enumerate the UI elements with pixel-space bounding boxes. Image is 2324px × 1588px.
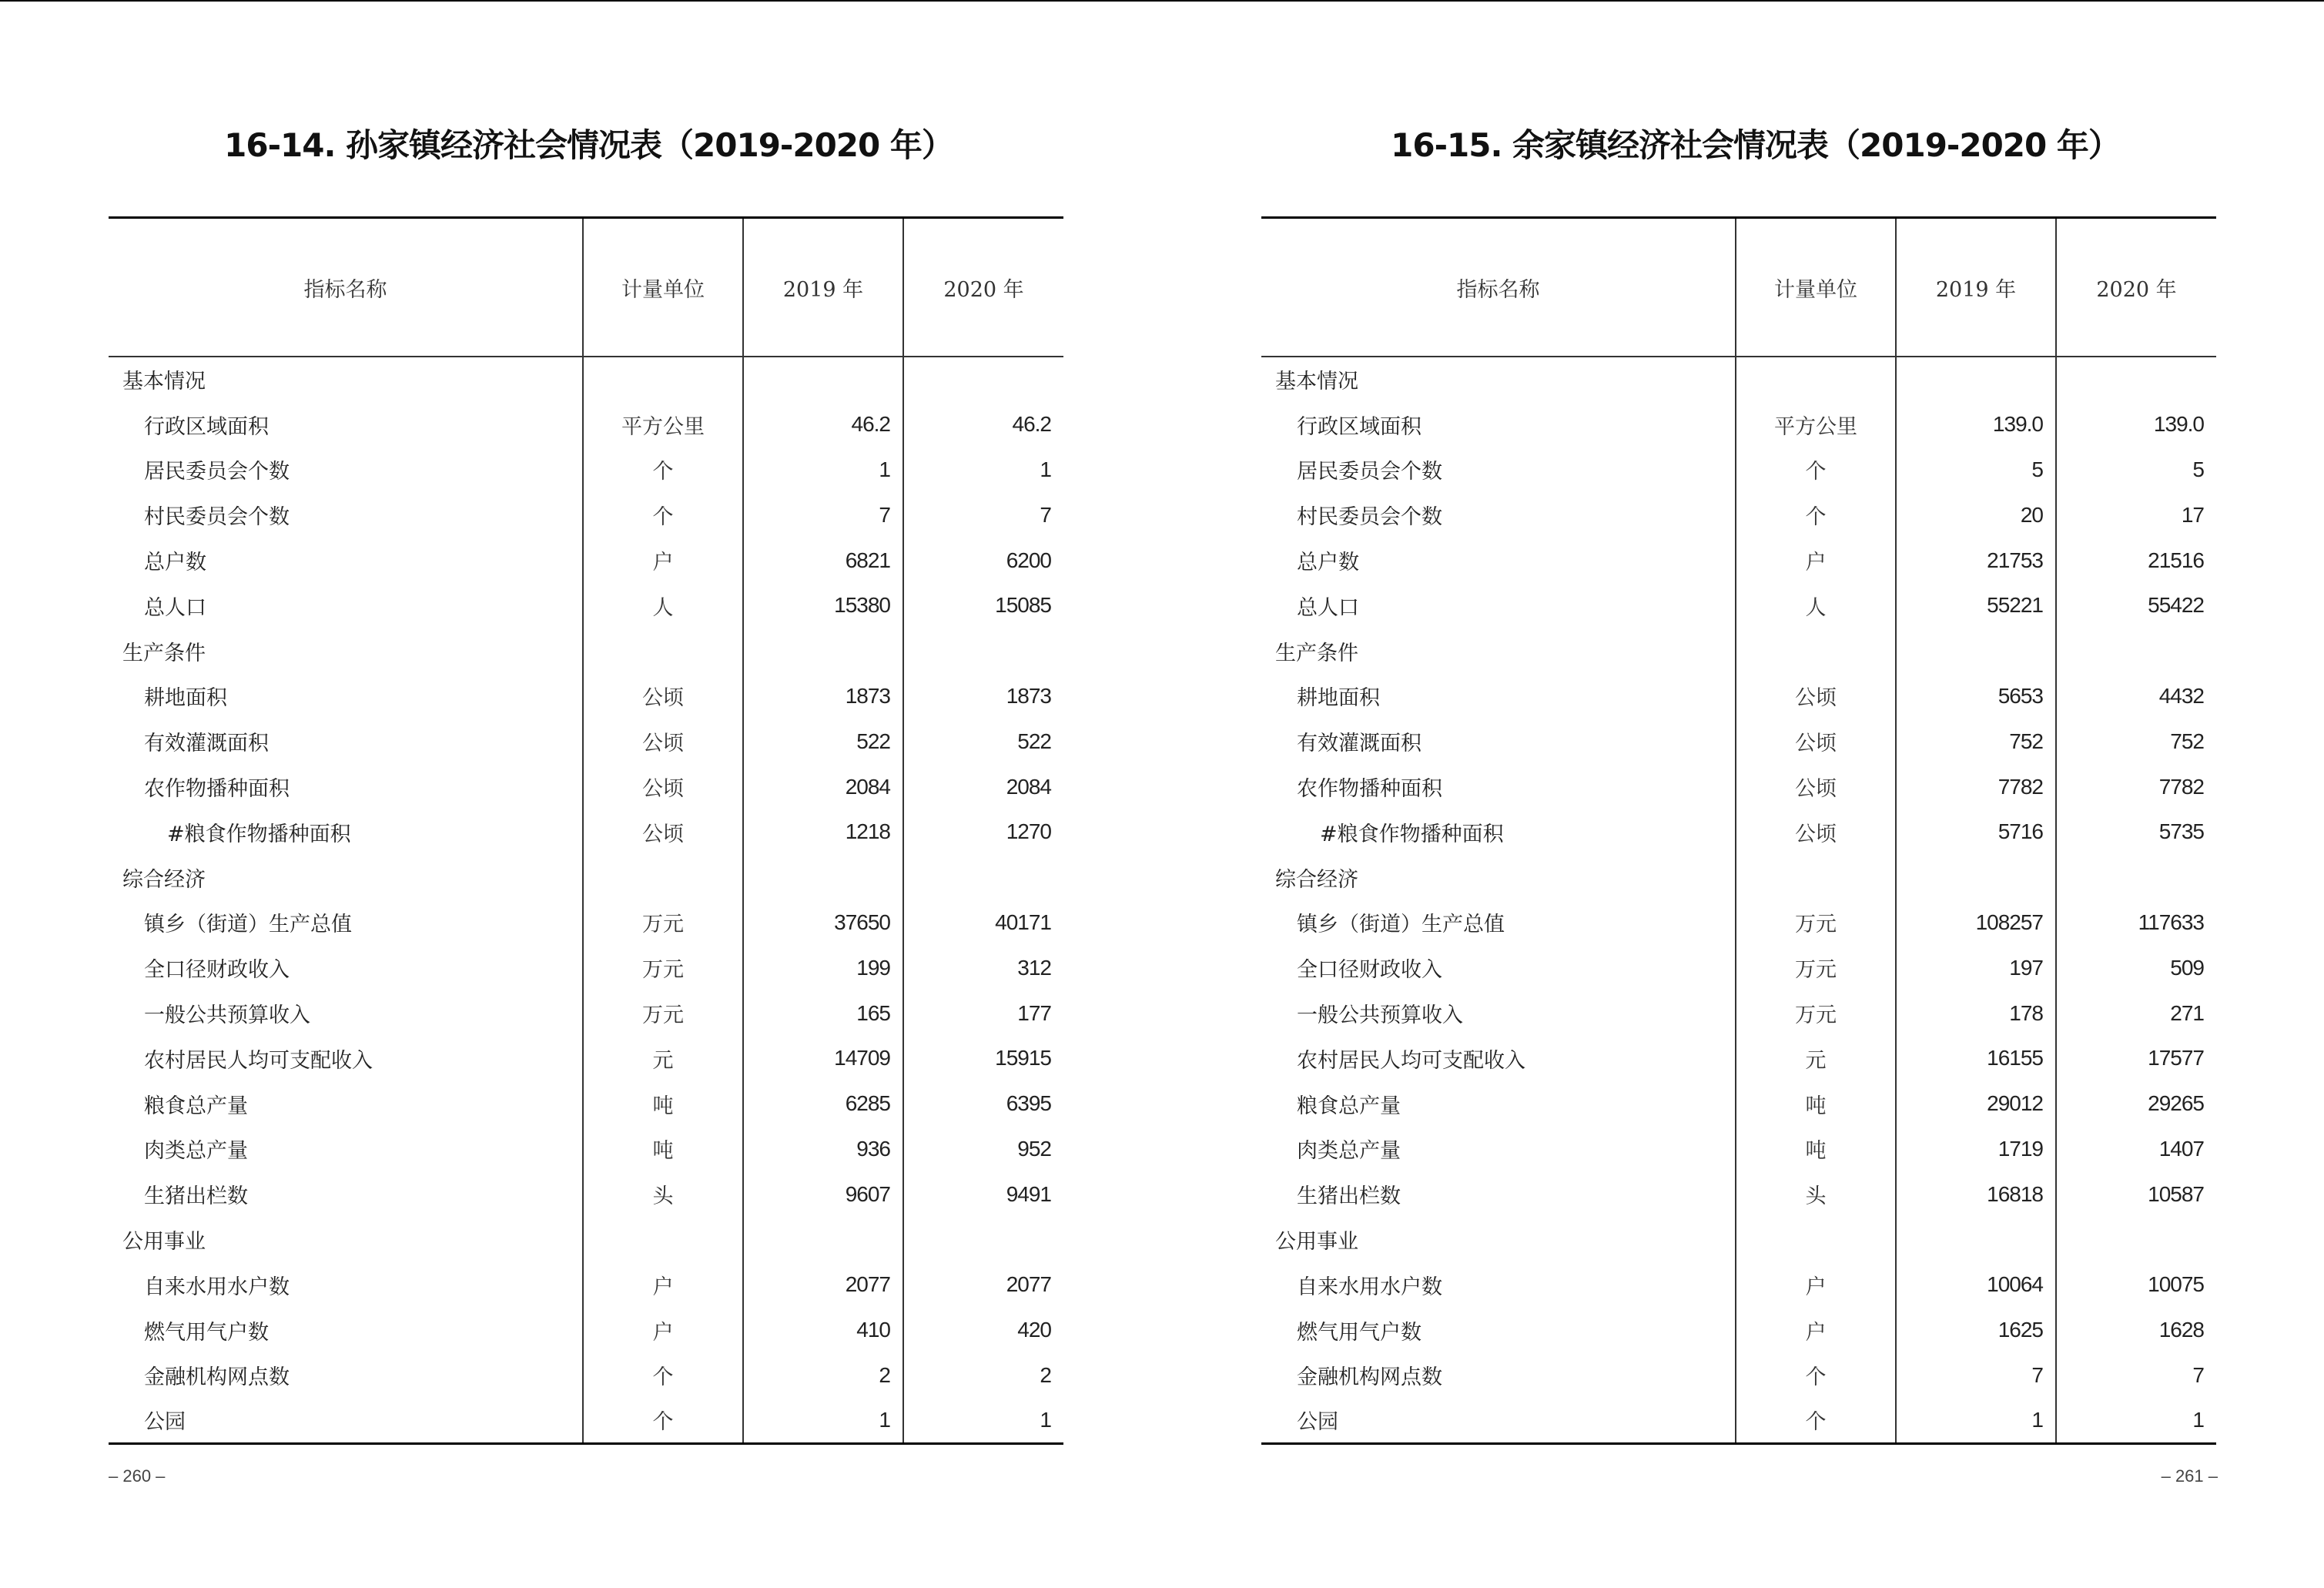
table-row — [109, 990, 1063, 1036]
value-2020: 522 — [903, 719, 1063, 764]
unit-cell: 公顷 — [1736, 674, 1896, 719]
value-2020: 117633 — [2056, 900, 2216, 946]
section-header-row — [109, 855, 1063, 900]
table-row — [109, 719, 1063, 764]
unit-cell: 人 — [583, 583, 743, 628]
value-2020: 9491 — [903, 1171, 1063, 1217]
indicator-name: 公园 — [1261, 1398, 1736, 1443]
value-2020: 5 — [2056, 447, 2216, 493]
indicator-name: 生产条件 — [122, 641, 206, 665]
unit-cell: 平方公里 — [1736, 402, 1896, 447]
table-row — [1261, 492, 2216, 538]
value-2019 — [743, 1217, 903, 1262]
table-row — [1261, 719, 2216, 764]
unit-cell — [1736, 855, 1896, 900]
value-2019: 2 — [743, 1353, 903, 1399]
unit-cell — [1736, 628, 1896, 674]
section-header-row — [1261, 357, 2216, 402]
header-unit: 计量单位 — [583, 218, 743, 357]
value-2020: 1 — [903, 1398, 1063, 1443]
indicator-name: 自来水用水户数 — [144, 1275, 290, 1299]
value-2020: 55422 — [2056, 583, 2216, 628]
value-2019: 20 — [1896, 492, 2056, 538]
indicator-name: 镇乡（街道）生产总值 — [144, 913, 352, 937]
table-row — [109, 492, 1063, 538]
value-2019 — [743, 855, 903, 900]
value-2020: 420 — [903, 1308, 1063, 1353]
indicator-name: 综合经济 — [1275, 867, 1358, 892]
value-2020: 271 — [2056, 990, 2216, 1036]
unit-cell: 公顷 — [1736, 719, 1896, 764]
table-row — [1261, 945, 2216, 990]
value-2019: 29012 — [1896, 1081, 2056, 1127]
value-2019: 46.2 — [743, 402, 903, 447]
value-2019: 1 — [743, 447, 903, 493]
unit-cell: 户 — [1736, 1262, 1896, 1308]
header-indicator: 指标名称 — [1261, 218, 1736, 357]
value-2019: 16818 — [1896, 1171, 2056, 1217]
unit-cell: 元 — [583, 1036, 743, 1081]
value-2020: 2084 — [903, 764, 1063, 809]
indicator-name: 全口径财政收入 — [1297, 958, 1442, 983]
indicator-name: 燃气用气户数 — [1297, 1320, 1422, 1345]
value-2020: 1 — [903, 447, 1063, 493]
unit-cell: 万元 — [1736, 945, 1896, 990]
unit-cell: 户 — [583, 1308, 743, 1353]
header-2020: 2020 年 — [2056, 218, 2216, 357]
value-2019: 6285 — [743, 1081, 903, 1127]
unit-cell: 平方公里 — [583, 402, 743, 447]
indicator-name: 有效灌溉面积 — [144, 732, 269, 756]
indicator-name: 农作物播种面积 — [1297, 777, 1442, 802]
unit-cell — [1736, 1217, 1896, 1262]
table-row — [109, 1308, 1063, 1353]
section-header-row — [1261, 1217, 2216, 1262]
indicator-name: 生猪出栏数 — [144, 1184, 248, 1209]
table-row — [109, 402, 1063, 447]
unit-cell: 吨 — [1736, 1127, 1896, 1172]
value-2019: 165 — [743, 990, 903, 1036]
value-2020: 509 — [2056, 945, 2216, 990]
indicator-name: 一般公共预算收入 — [144, 1003, 310, 1028]
table-row — [1261, 447, 2216, 493]
unit-cell: 元 — [1736, 1036, 1896, 1081]
value-2020: 2077 — [903, 1262, 1063, 1308]
unit-cell: 公顷 — [583, 764, 743, 809]
value-2019: 1218 — [743, 809, 903, 855]
unit-cell — [583, 855, 743, 900]
unit-cell — [583, 1217, 743, 1262]
value-2020: 6395 — [903, 1081, 1063, 1127]
unit-cell: 个 — [1736, 1398, 1896, 1443]
value-2020: 312 — [903, 945, 1063, 990]
unit-cell: 万元 — [583, 945, 743, 990]
value-2020 — [903, 1217, 1063, 1262]
value-2019: 7782 — [1896, 764, 2056, 809]
header-2019: 2019 年 — [743, 218, 903, 357]
table-row — [109, 809, 1063, 855]
indicator-name: 基本情况 — [1275, 370, 1358, 394]
value-2019: 752 — [1896, 719, 2056, 764]
indicator-name: 生猪出栏数 — [1297, 1184, 1401, 1209]
table-row — [109, 945, 1063, 990]
table-row — [109, 1398, 1063, 1443]
value-2020: 17 — [2056, 492, 2216, 538]
value-2020: 1628 — [2056, 1308, 2216, 1353]
value-2019: 197 — [1896, 945, 2056, 990]
value-2020: 752 — [2056, 719, 2216, 764]
value-2019: 1873 — [743, 674, 903, 719]
indicator-name: 金融机构网点数 — [1297, 1365, 1442, 1390]
unit-cell: 个 — [1736, 447, 1896, 493]
value-2020: 177 — [903, 990, 1063, 1036]
indicator-name: #粮食作物播种面积 — [167, 822, 351, 846]
unit-cell: 个 — [1736, 1353, 1896, 1399]
indicator-name: 农村居民人均可支配收入 — [1297, 1048, 1525, 1073]
stats-table — [1261, 216, 2216, 1445]
table-row — [109, 900, 1063, 946]
page-title: 16-14. 孙家镇经济社会情况表（2019-2020 年） — [224, 126, 953, 164]
value-2020: 6200 — [903, 538, 1063, 583]
unit-cell: 个 — [583, 447, 743, 493]
value-2020: 15915 — [903, 1036, 1063, 1081]
unit-cell: 万元 — [1736, 900, 1896, 946]
value-2019: 9607 — [743, 1171, 903, 1217]
table-row — [1261, 1398, 2216, 1443]
value-2019: 139.0 — [1896, 402, 2056, 447]
header-indicator: 指标名称 — [109, 218, 583, 357]
indicator-name: 肉类总产量 — [1297, 1139, 1401, 1164]
indicator-name: 村民委员会个数 — [1297, 505, 1442, 530]
value-2019: 6821 — [743, 538, 903, 583]
table-row — [1261, 764, 2216, 809]
right-page — [1162, 0, 2324, 1588]
value-2019: 15380 — [743, 583, 903, 628]
table-row — [109, 1353, 1063, 1399]
indicator-name: 公用事业 — [1275, 1230, 1358, 1255]
table-row — [1261, 1036, 2216, 1081]
value-2019: 5 — [1896, 447, 2056, 493]
unit-cell: 公顷 — [583, 674, 743, 719]
value-2019: 5653 — [1896, 674, 2056, 719]
unit-cell: 公顷 — [1736, 764, 1896, 809]
indicator-name: 全口径财政收入 — [144, 958, 290, 983]
unit-cell: 户 — [583, 1262, 743, 1308]
page-number: – 260 – — [109, 1466, 166, 1486]
unit-cell — [583, 357, 743, 402]
value-2020: 1873 — [903, 674, 1063, 719]
value-2020: 952 — [903, 1127, 1063, 1172]
table-row — [1261, 1262, 2216, 1308]
unit-cell: 吨 — [583, 1081, 743, 1127]
value-2019: 7 — [743, 492, 903, 538]
indicator-name: 公园 — [109, 1398, 583, 1443]
indicator-name: 生产条件 — [1275, 641, 1358, 665]
indicator-name: 金融机构网点数 — [144, 1365, 290, 1390]
value-2020 — [903, 628, 1063, 674]
page-number: – 261 – — [2161, 1466, 2218, 1486]
unit-cell: 个 — [583, 492, 743, 538]
value-2020: 7 — [903, 492, 1063, 538]
section-header-row — [1261, 628, 2216, 674]
indicator-name: 镇乡（街道）生产总值 — [1297, 913, 1505, 937]
value-2020 — [2056, 1217, 2216, 1262]
value-2019 — [743, 357, 903, 402]
value-2019: 5716 — [1896, 809, 2056, 855]
table-row — [109, 674, 1063, 719]
indicator-name: 耕地面积 — [144, 686, 227, 711]
indicator-name: 总户数 — [144, 551, 206, 575]
section-header-row — [109, 357, 1063, 402]
unit-cell: 公顷 — [583, 719, 743, 764]
value-2019: 1 — [1896, 1398, 2056, 1443]
section-header-row — [109, 1217, 1063, 1262]
table-row — [109, 1171, 1063, 1217]
value-2019 — [1896, 628, 2056, 674]
value-2019: 55221 — [1896, 583, 2056, 628]
indicator-name: 粮食总产量 — [1297, 1094, 1401, 1118]
indicator-name: 总户数 — [1297, 551, 1359, 575]
stats-table — [109, 216, 1063, 1445]
section-header-row — [1261, 855, 2216, 900]
unit-cell: 人 — [1736, 583, 1896, 628]
unit-cell: 个 — [583, 1353, 743, 1399]
value-2020: 46.2 — [903, 402, 1063, 447]
unit-cell: 个 — [1736, 492, 1896, 538]
table-row — [1261, 1127, 2216, 1172]
unit-cell: 个 — [583, 1398, 743, 1443]
indicator-name: 居民委员会个数 — [1297, 460, 1442, 484]
indicator-name: 一般公共预算收入 — [1297, 1003, 1463, 1028]
table-row — [109, 1081, 1063, 1127]
value-2019: 178 — [1896, 990, 2056, 1036]
indicator-name: 村民委员会个数 — [144, 505, 290, 530]
value-2020: 139.0 — [2056, 402, 2216, 447]
value-2020: 7 — [2056, 1353, 2216, 1399]
value-2020: 1407 — [2056, 1127, 2216, 1172]
table-row — [109, 1036, 1063, 1081]
page-title: 16-15. 余家镇经济社会情况表（2019-2020 年） — [1391, 126, 2120, 164]
table-row — [109, 538, 1063, 583]
unit-cell: 万元 — [583, 990, 743, 1036]
table-row — [109, 583, 1063, 628]
table-header-row — [109, 218, 1063, 357]
value-2019: 410 — [743, 1308, 903, 1353]
value-2020 — [2056, 357, 2216, 402]
indicator-name: 有效灌溉面积 — [1297, 732, 1422, 756]
unit-cell: 户 — [1736, 538, 1896, 583]
value-2019: 21753 — [1896, 538, 2056, 583]
table-row — [1261, 900, 2216, 946]
unit-cell: 公顷 — [1736, 809, 1896, 855]
value-2019: 199 — [743, 945, 903, 990]
value-2020: 10587 — [2056, 1171, 2216, 1217]
indicator-name: 耕地面积 — [1297, 686, 1380, 711]
value-2020: 15085 — [903, 583, 1063, 628]
value-2020: 17577 — [2056, 1036, 2216, 1081]
unit-cell — [583, 628, 743, 674]
indicator-name: 基本情况 — [122, 370, 206, 394]
indicator-name: 粮食总产量 — [144, 1094, 248, 1118]
indicator-name: 肉类总产量 — [144, 1139, 248, 1164]
value-2019: 1 — [743, 1398, 903, 1443]
value-2020: 4432 — [2056, 674, 2216, 719]
value-2020: 7782 — [2056, 764, 2216, 809]
unit-cell: 公顷 — [583, 809, 743, 855]
table-row — [109, 1262, 1063, 1308]
value-2019 — [743, 628, 903, 674]
value-2019 — [1896, 357, 2056, 402]
header-unit: 计量单位 — [1736, 218, 1896, 357]
value-2020: 10075 — [2056, 1262, 2216, 1308]
value-2020: 1 — [2056, 1398, 2216, 1443]
unit-cell: 吨 — [1736, 1081, 1896, 1127]
table-row — [1261, 583, 2216, 628]
indicator-name: 总人口 — [1297, 595, 1359, 620]
value-2020 — [2056, 855, 2216, 900]
unit-cell: 户 — [1736, 1308, 1896, 1353]
value-2019: 936 — [743, 1127, 903, 1172]
indicator-name: 燃气用气户数 — [144, 1320, 269, 1345]
table-row — [1261, 1308, 2216, 1353]
unit-cell: 头 — [1736, 1171, 1896, 1217]
table-row — [1261, 990, 2216, 1036]
value-2019: 522 — [743, 719, 903, 764]
value-2019: 16155 — [1896, 1036, 2056, 1081]
value-2020: 1270 — [903, 809, 1063, 855]
indicator-name: 行政区域面积 — [144, 414, 269, 439]
table-row — [1261, 1171, 2216, 1217]
table-row — [109, 447, 1063, 493]
indicator-name: 农村居民人均可支配收入 — [144, 1048, 373, 1073]
header-2020: 2020 年 — [903, 218, 1063, 357]
table-row — [1261, 809, 2216, 855]
value-2020: 2 — [903, 1353, 1063, 1399]
table-row — [1261, 1081, 2216, 1127]
indicator-name: #粮食作物播种面积 — [1320, 822, 1504, 846]
value-2019: 14709 — [743, 1036, 903, 1081]
value-2019: 108257 — [1896, 900, 2056, 946]
unit-cell: 吨 — [583, 1127, 743, 1172]
indicator-name: 自来水用水户数 — [1297, 1275, 1442, 1299]
table-row — [1261, 674, 2216, 719]
value-2019: 7 — [1896, 1353, 2056, 1399]
indicator-name: 公用事业 — [122, 1230, 206, 1255]
indicator-name: 总人口 — [144, 595, 206, 620]
unit-cell: 户 — [583, 538, 743, 583]
value-2020 — [2056, 628, 2216, 674]
value-2020: 21516 — [2056, 538, 2216, 583]
value-2019: 2077 — [743, 1262, 903, 1308]
table-row — [1261, 538, 2216, 583]
value-2020 — [903, 357, 1063, 402]
header-2019: 2019 年 — [1896, 218, 2056, 357]
value-2019: 1719 — [1896, 1127, 2056, 1172]
value-2020: 5735 — [2056, 809, 2216, 855]
value-2020: 29265 — [2056, 1081, 2216, 1127]
indicator-name: 综合经济 — [122, 867, 206, 892]
value-2020 — [903, 855, 1063, 900]
indicator-name: 农作物播种面积 — [144, 777, 290, 802]
value-2019: 1625 — [1896, 1308, 2056, 1353]
unit-cell: 万元 — [1736, 990, 1896, 1036]
value-2019 — [1896, 1217, 2056, 1262]
value-2019: 2084 — [743, 764, 903, 809]
table-row — [1261, 1353, 2216, 1399]
unit-cell: 万元 — [583, 900, 743, 946]
indicator-name: 行政区域面积 — [1297, 414, 1422, 439]
table-row — [1261, 402, 2216, 447]
table-row — [109, 764, 1063, 809]
unit-cell — [1736, 357, 1896, 402]
value-2020: 40171 — [903, 900, 1063, 946]
unit-cell: 头 — [583, 1171, 743, 1217]
indicator-name: 居民委员会个数 — [144, 460, 290, 484]
value-2019: 37650 — [743, 900, 903, 946]
table-row — [109, 1127, 1063, 1172]
value-2019 — [1896, 855, 2056, 900]
section-header-row — [109, 628, 1063, 674]
value-2019: 10064 — [1896, 1262, 2056, 1308]
table-header-row — [1261, 218, 2216, 357]
